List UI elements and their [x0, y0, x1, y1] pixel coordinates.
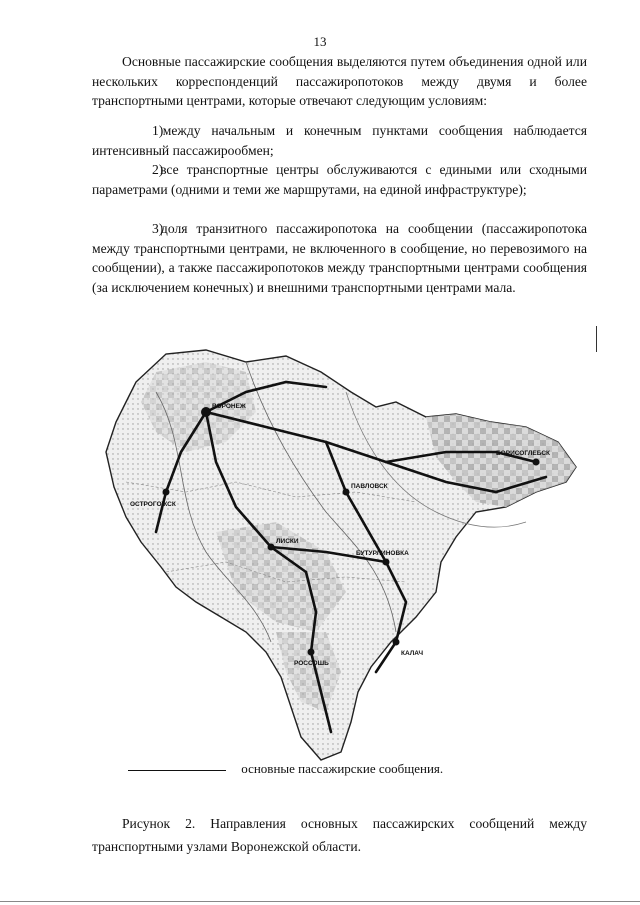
- condition-2-number: 2): [152, 162, 164, 177]
- city-buturlinovka: [383, 559, 390, 566]
- label-borisoglebsk: БОРИСОГЛЕБСК: [496, 450, 550, 457]
- label-kalach: КАЛАЧ: [401, 650, 424, 657]
- margin-mark: [596, 326, 597, 352]
- condition-1-number: 1): [152, 123, 164, 138]
- label-rossosh: РОССОШЬ: [294, 660, 329, 667]
- page-number: 13: [313, 34, 327, 49]
- city-pavlovsk: [343, 489, 350, 496]
- bottom-rule: [0, 901, 640, 902]
- condition-1: [92, 121, 587, 160]
- condition-3-number: 3): [152, 221, 164, 236]
- label-ostrogozhsk: ОСТРОГОЖСК: [130, 501, 176, 508]
- legend: [128, 761, 443, 777]
- city-ostrogozhsk: [163, 489, 170, 496]
- label-buturlinovka: БУТУРЛИНОВКА: [356, 550, 409, 557]
- city-kalach: [393, 639, 400, 646]
- condition-2: [92, 160, 587, 199]
- intro-paragraph: Основные пассажирские сообщения выделяются путем объединения одной или нескольких корреспонденций пассажиропотоков между двумя и более транспортными центрами, которые отвечают следующим условиям:: [92, 54, 587, 109]
- condition-2-text: все транспортные центры обслуживаются с едиными или сходными параметрами (одними и теми же маршрутами, на единой инфраструктуре);: [92, 162, 587, 197]
- figure-caption: Рисунок 2. Направления основных пассажирских сообщений между транспортными узлами Воронежской области.: [92, 816, 587, 854]
- label-voronezh: ВОРОНЕЖ: [212, 403, 246, 410]
- city-liski: [268, 544, 275, 551]
- legend-line: [128, 770, 226, 771]
- region-map: [96, 332, 594, 762]
- city-voronezh: [201, 407, 211, 417]
- city-borisoglebsk: [533, 459, 540, 466]
- city-rossosh: [308, 649, 315, 656]
- condition-3: [92, 219, 587, 297]
- legend-text: основные пассажирские сообщения.: [241, 761, 444, 776]
- label-pavlovsk: ПАВЛОВСК: [351, 483, 388, 490]
- condition-1-text: между начальным и конечным пунктами сообщения наблюдается интенсивный пассажирообмен;: [92, 123, 587, 158]
- label-liski: ЛИСКИ: [276, 538, 299, 545]
- condition-3-text: доля транзитного пассажиропотока на сообщении (пассажиропотока между транспортными центрами, не включенного в сообщение, но перевозимого на сообщении), а также пассажиропотоков между транспортными центрами сообщения (за исключением конечных) и внешними транспортными центрами мала.: [92, 221, 587, 295]
